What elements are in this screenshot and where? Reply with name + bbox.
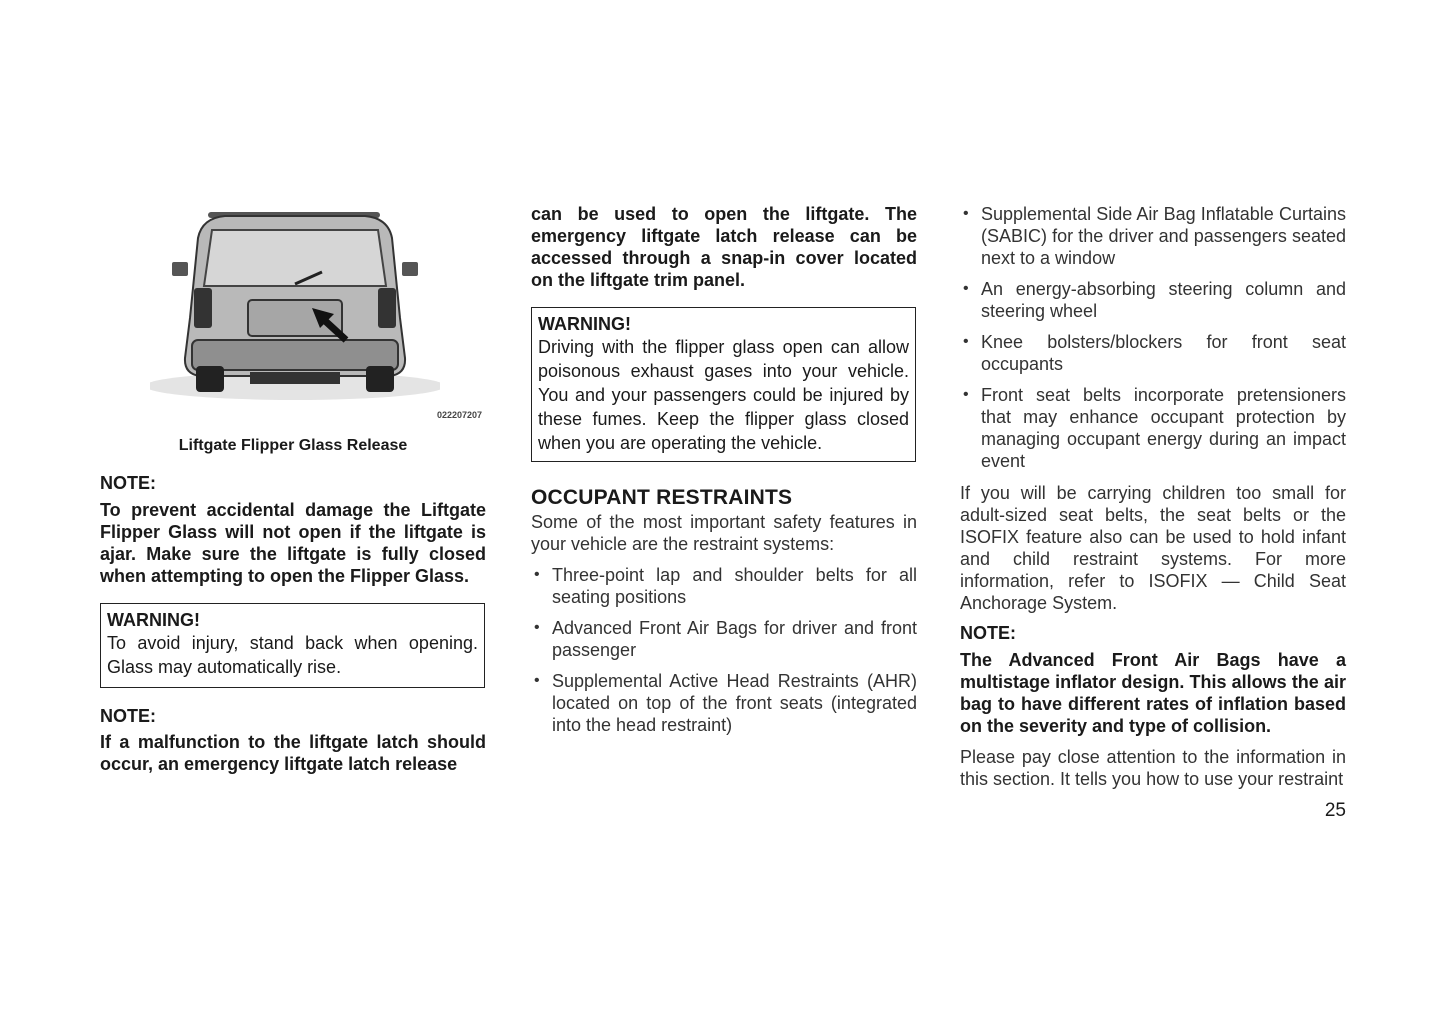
bullet-icon: • — [963, 333, 969, 350]
section-title: OCCUPANT RESTRAINTS — [531, 486, 793, 509]
bullet-icon: • — [534, 566, 540, 583]
children-paragraph: If you will be carrying children too small for adult-sized seat belts, the seat belts or the ISOFIX feature also can be used to hold infant and child restraint systems. For more information, refer to ISOFIX — Child Seat Anchorage System. — [960, 483, 1346, 613]
bullet-icon: • — [963, 280, 969, 297]
restraint-list — [531, 564, 917, 745]
warning-box — [100, 603, 485, 688]
vehicle-rear-illustration — [150, 208, 440, 408]
list-item: • An energy-absorbing steering column and steering wheel — [963, 279, 1346, 321]
bullet-icon: • — [534, 672, 540, 689]
list-item: • Three-point lap and shoulder belts for all seating positions — [534, 565, 917, 607]
intro-paragraph: Some of the most important safety features in your vehicle are the restraint systems: — [531, 512, 917, 554]
warning-text: To avoid injury, stand back when opening. Glass may automatically rise. — [107, 633, 478, 677]
liftgate-figure — [100, 208, 486, 423]
list-item: • Supplemental Side Air Bag Inflatable Curtains (SABIC) for the driver and passengers seated next to a window — [963, 204, 1346, 268]
note-label: NOTE: — [100, 473, 156, 493]
warning-title: WARNING! — [538, 314, 631, 334]
list-item: • Advanced Front Air Bags for driver and front passenger — [534, 618, 917, 660]
list-item: • Supplemental Active Head Restraints (AHR) located on top of the front seats (integrated into the head restraint) — [534, 671, 917, 735]
note-text: If a malfunction to the liftgate latch should occur, an emergency liftgate latch release — [100, 732, 486, 774]
bullet-icon: • — [963, 386, 969, 403]
note-text: To prevent accidental damage the Liftgate Flipper Glass will not open if the liftgate is ajar. Make sure the liftgate is fully closed when attempting to open the Flipper Glass. — [100, 500, 486, 586]
bullet-icon: • — [534, 619, 540, 636]
warning-title: WARNING! — [107, 610, 200, 630]
note-label: NOTE: — [100, 706, 156, 726]
list-item: • Knee bolsters/blockers for front seat occupants — [963, 332, 1346, 374]
figure-code: 022207207 — [436, 410, 482, 420]
bullet-icon: • — [963, 205, 969, 222]
list-item: • Front seat belts incorporate pretensioners that may enhance occupant protection by managing occupant energy during an impact event — [963, 385, 1346, 471]
page-number: 25 — [1324, 800, 1346, 821]
note-label: NOTE: — [960, 623, 1016, 643]
note-continuation: can be used to open the liftgate. The emergency liftgate latch release can be accessed through a snap-in cover located on the liftgate trim panel. — [531, 204, 917, 290]
closing-paragraph: Please pay close attention to the information in this section. It tells you how to use your restraint — [960, 747, 1346, 789]
figure-caption: Liftgate Flipper Glass Release — [178, 437, 408, 454]
restraint-list — [960, 203, 1346, 481]
warning-box — [531, 307, 916, 462]
note-text: The Advanced Front Air Bags have a multistage inflator design. This allows the air bag to have different rates of inflation based on the severity and type of collision. — [960, 650, 1346, 736]
warning-text: Driving with the flipper glass open can allow poisonous exhaust gases into your vehicle. You and your passengers could be injured by these fumes. Keep the flipper glass closed when you are operating the vehicle. — [538, 337, 909, 453]
